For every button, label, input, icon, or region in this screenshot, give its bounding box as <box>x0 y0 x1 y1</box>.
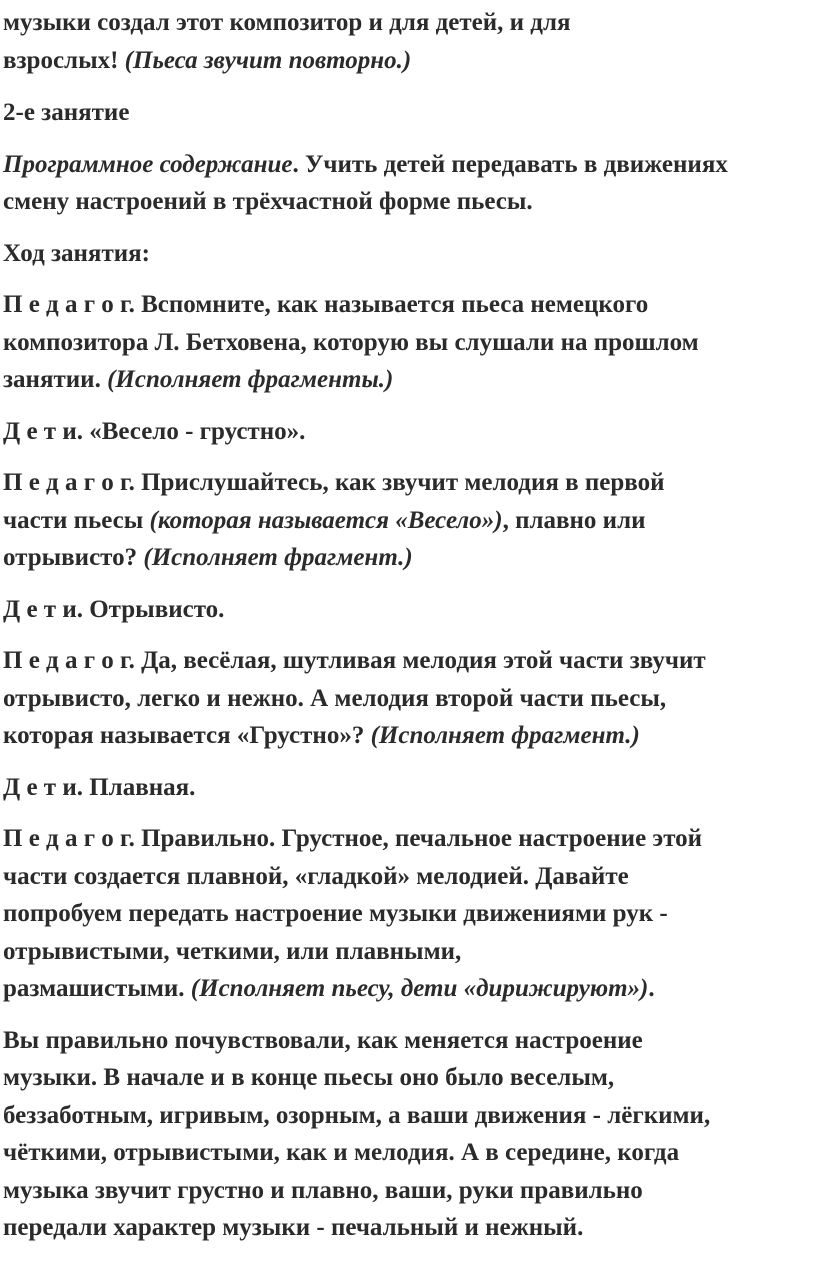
speaker-label: П е д а г о г. <box>3 647 135 674</box>
text-line: чёткими, отрывистыми, как и мелодия. А в середине, когда <box>3 1139 680 1166</box>
dialogue-children <box>3 769 816 807</box>
section-heading <box>3 235 816 273</box>
text-line: Плавная. <box>82 773 196 801</box>
text-line: занятии. <box>3 366 108 393</box>
text-line: Вспомните, как называется пьеса немецкого <box>134 291 649 318</box>
stage-direction: (Исполняет фрагмент.) <box>370 722 640 749</box>
text-line: Правильно. Грустное, печальное настроение этой <box>134 825 703 852</box>
text-line: музыки создал этот композитор и для детей, и для <box>3 9 571 36</box>
paragraph-program-content <box>3 146 816 221</box>
text-line: части пьесы <box>3 506 150 534</box>
text-line: смену настроений в трёхчастной форме пьесы. <box>3 188 533 215</box>
text-line: отрывисто? <box>3 544 144 571</box>
text-line: которая называется «Грустно»? <box>3 722 371 749</box>
text-line: попробуем передать настроение музыки движениями рук - <box>3 900 668 927</box>
dialogue-teacher <box>3 642 816 755</box>
dialogue-children <box>3 591 816 629</box>
paragraph-intro-end <box>3 4 816 79</box>
speaker-label: П е д а г о г. <box>3 291 135 318</box>
speaker-label: Д е т и. <box>3 595 83 623</box>
stage-direction: (Исполняет фрагмент.) <box>143 544 413 571</box>
text-line: передали характер музыки - печальный и нежный. <box>3 1214 584 1241</box>
text-line: части создается плавной, «гладкой» мелодией. Давайте <box>3 862 629 890</box>
text-line: Отрывисто. <box>82 595 225 623</box>
speaker-label: П е д а г о г. <box>3 825 135 852</box>
text-line: отрывистыми, четкими, или плавными, <box>3 937 462 965</box>
text-line: «Весело - грустно». <box>82 417 306 445</box>
dialogue-teacher <box>3 464 816 577</box>
speaker-label: Д е т и. <box>3 417 83 445</box>
dialogue-teacher <box>3 286 816 399</box>
program-content-label: Программное содержание <box>3 150 293 178</box>
text-line: Вы правильно почувствовали, как меняется настроение <box>3 1026 643 1054</box>
text-line: Да, весёлая, шутливая мелодия этой части звучит <box>134 647 706 674</box>
stage-direction: (Исполняет фрагменты.) <box>107 366 394 393</box>
text-line: Прислушайтесь, как звучит мелодия в первой <box>134 469 665 496</box>
lesson-title: 2-е занятие <box>3 99 130 126</box>
inline-italic: (которая называется «Весело») <box>149 506 503 534</box>
text-line: . <box>648 975 655 1002</box>
text-line: беззаботным, игривым, озорным, а ваши движения - лёгкими, <box>3 1101 711 1129</box>
speaker-label: П е д а г о г. <box>3 469 135 496</box>
text-line: отрывисто, легко и нежно. А мелодия второй части пьесы, <box>3 684 667 712</box>
text-line: . Учить детей передавать в движениях <box>292 150 728 178</box>
paragraph-summary <box>3 1022 816 1247</box>
text-line: музыка звучит грустно и плавно, ваши, руки правильно <box>3 1176 643 1204</box>
section-heading <box>3 94 816 132</box>
text-line: композитора Л. Бетховена, которую вы слушали на прошлом <box>3 328 699 356</box>
text-line: размашистыми. <box>3 975 191 1002</box>
text-line: взрослых! <box>3 46 125 74</box>
dialogue-children <box>3 413 816 451</box>
text-line: музыки. В начале и в конце пьесы оно было веселым, <box>3 1064 615 1091</box>
speaker-label: Д е т и. <box>3 773 83 801</box>
stage-direction: (Исполняет пьесу, дети «дирижируют») <box>190 975 649 1002</box>
text-line: , плавно или <box>502 506 646 534</box>
dialogue-teacher <box>3 820 816 1008</box>
lesson-progress-title: Ход занятия: <box>3 239 150 267</box>
stage-direction: (Пьеса звучит повторно.) <box>124 46 412 74</box>
